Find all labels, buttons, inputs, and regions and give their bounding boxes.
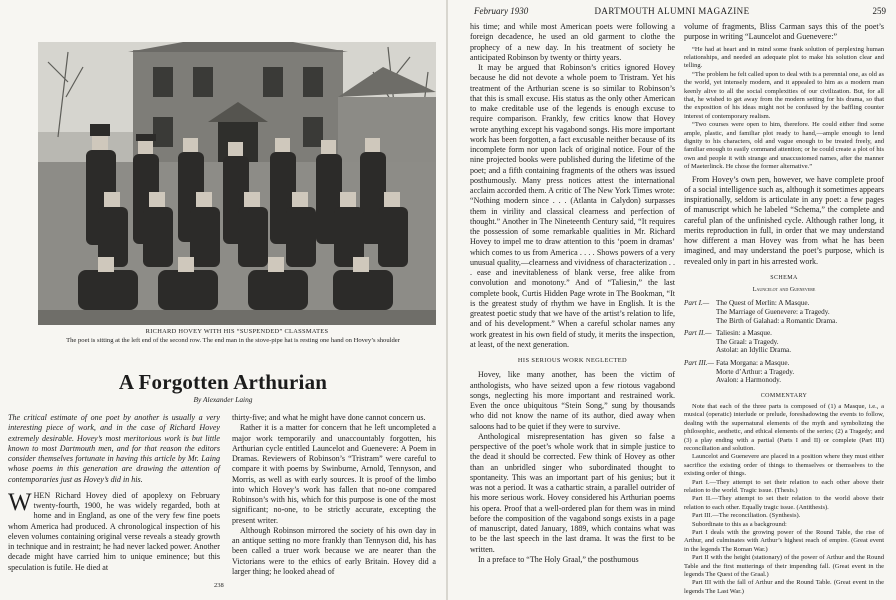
quote-paragraph: “He had at heart and in mind some frank solution of perplexing human relationships, and needed an adequate plot to make his solution clear and telling. bbox=[684, 45, 884, 70]
schema-title: SCHEMA bbox=[770, 274, 798, 281]
left-column-2 bbox=[232, 413, 436, 577]
commentary-paragraph: Note that each of the three parts is composed of (1) a Masque, i.e., a musical (operatic) interlude or prelude, foreshadowing the events to follow, dealing with the supernatural elements of the myth and symbolizing the philosophic, aesthetic, and ethical elements of the series; (2) a Tragedy; and (3) a play ending with a partial (Parts I and II) or complete (Part III) reconciliation and solution. bbox=[684, 402, 884, 452]
left-column-1 bbox=[8, 413, 220, 573]
commentary-paragraph: Part III.—The reconciliation. (Synthesis). bbox=[692, 512, 801, 520]
part-item: Fata Morgana: a Masque. bbox=[716, 358, 790, 367]
byline: By Alexander Laing bbox=[193, 395, 253, 404]
commentary-paragraph: Part I.—They attempt to set their relation to each other above their relation to the world. Tragic issue. (Thesis.) bbox=[684, 478, 884, 494]
right-column-2 bbox=[684, 22, 884, 596]
commentary-paragraph: Part III with the fall of Arthur and the Round Table. (Great event in the legends The Last War.) bbox=[684, 579, 884, 595]
commentary-paragraph: Launcelot and Guenevere are placed in a position where they must either sacrifice the existing order of things to themselves or themselves to the existing order of things. bbox=[684, 453, 884, 478]
paragraph: his time; and while most American poets were following a foreign decadence, he used an old garment to clothe the prophecy of a new day. In his treatment of society he anticipated Robinson by twenty or thirty years. bbox=[470, 22, 675, 62]
first-paragraph: WHEN Richard Hovey died of apoplexy on February twenty-fourth, 1900, he was widely regarded, both at home and in England, as one of the very few fine poets whom America had produced. A chronological inspection of his eleven volumes containing original verse reveals a steady growth in technique and in restraint; he had never lacked power. Another decade might have carried him to unique eminence; but this speculation is futile. He died at bbox=[8, 488, 220, 572]
part-items bbox=[716, 359, 884, 385]
part-item: Taliesin: a Masque. bbox=[716, 329, 772, 338]
paragraph: Rather it is a matter for concern that he left uncompleted a major work temporarily and unaccountably forgotten, his Arthurian cycle entitled Launcelot and Guenevere: A Poem in Dramas. Reviewers of Robinson’s “Tristram” were careful to compare it with poems by Swinburne, Arnold, Tennyson, and Morris, as well as with early sources. It is proof of the limbo into which Hovey’s work has fallen that no-one compared Robinson’s with his, which for this purpose is one of the most significant; no-one, to be strictly accurate, excepting the present writer. bbox=[232, 423, 436, 525]
part-item: The Marriage of Guenevere: a Tragedy. bbox=[716, 307, 830, 316]
group-photo-illustration bbox=[38, 42, 436, 325]
header-page-number: 259 bbox=[872, 6, 886, 16]
part-item: The Quest of Merlin: A Masque. bbox=[716, 299, 810, 308]
part-item: The Birth of Galahad: a Romantic Drama. bbox=[716, 316, 838, 325]
paragraph: thirty-five; and what he might have done cannot concern us. bbox=[232, 413, 426, 422]
paragraph: Hovey, like many another, has been the victim of anthologists, who have seized upon a few riotous vagabond songs, neglecting his more important and restrained work. Even the once ubiquitous “Stein Song,” sung by thousands who did not know the name of its author, died away when saloons had to be quiet if they were to survive. bbox=[470, 370, 675, 431]
part-items bbox=[716, 299, 884, 325]
paragraph: Anthological misrepresentation has given so false a perspective of the poet’s whole work that in simple justice to the dead it should be corrected. Few think of Hovey as other than an unbridled singer who subordinated thought to spontaneity. This was an important part of his genius; but it was not a period. It was a cathartic strain, a parallel outrider of his more serious work. Hovey considered his Arthurian poems his opera. Proof that a well-ordered plan for them was in mind before the composition of the vagabond songs exists in a page of manuscript, dated January, 1889, which contains what was to be the last speech in the last drama. It was the first to be written. bbox=[470, 431, 675, 554]
schema-part bbox=[684, 329, 884, 355]
header-month: February 1930 bbox=[474, 6, 529, 16]
photo-title: RICHARD HOVEY WITH HIS “SUSPENDED” CLASSMATES bbox=[145, 328, 329, 335]
article-title: A Forgotten Arthurian bbox=[118, 370, 328, 394]
part-item: Avalon: a Harmonody. bbox=[716, 376, 782, 385]
part-label: Part I.— bbox=[684, 299, 710, 308]
commentary-paragraph: Part II with the height (stationary) of the power of Arthur and the Round Table and the first mutterings of their impending fall. (Great event in the legends The Quest of the Graal.) bbox=[684, 554, 884, 579]
part-item: Astolat: an Idyllic Drama. bbox=[716, 346, 792, 355]
editor-intro: The critical estimate of one poet by another is usually a very interesting piece of work, and in the case of Richard Hovey extremely desirable. Hovey’s most meritorious work is but little known to most Dartmouth men, and for that reason the editors consider themselves fortunate in having this article by Mr. Laing whose poems in this generation are drawing the attention of contemporaries just as Hovey’s did in his. bbox=[8, 413, 220, 484]
drop-cap: W bbox=[8, 488, 32, 516]
commentary bbox=[684, 403, 884, 596]
commentary-title: COMMENTARY bbox=[760, 392, 808, 399]
right-column-1 bbox=[470, 22, 675, 565]
photo-description: The poet is sitting at the left end of the second row. The end man in the stove-pipe hat is resting one hand on Hovey’s shoulder bbox=[66, 337, 400, 344]
schema-part bbox=[684, 359, 884, 385]
part-items bbox=[716, 329, 884, 355]
part-label: Part III.— bbox=[684, 358, 714, 367]
schema-subtitle: Launcelot and Guenevere bbox=[752, 286, 816, 294]
paragraph: Although Robinson mirrored the society of his own day in an antique setting no more frankly than Tennyson did, his has been called a truer work because we are nearer than the Victorians were to the ethics of early Britain. Hovey did a larger thing; he looked ahead of bbox=[232, 525, 436, 576]
commentary-paragraph: Subordinate to this as a background: bbox=[692, 520, 787, 528]
right-page bbox=[448, 0, 896, 600]
running-header bbox=[448, 6, 896, 20]
part-item: Morte d’Arthur: a Tragedy. bbox=[716, 367, 795, 376]
carman-quote bbox=[684, 46, 884, 172]
commentary-paragraph: Part I deals with the growing power of the Round Table, the rise of Arthur, and culminates with Arthur’s highest reach of empire. (Great event in the legends The Roman War.) bbox=[684, 529, 884, 553]
quote-paragraph: “Two courses were open to him, therefore. He could either find some ample, plastic, and familiar plot ready to hand,—ample enough to lend dignity to his characters, old and vague enough to be treated freely, and familiar enough to easily command attention; or he could create a plot of his own and people it with strange and unaccustomed names, after the manner of Maeterlinck. He chose the former alternative.” bbox=[684, 121, 884, 171]
part-label: Part II.— bbox=[684, 329, 712, 338]
classmates-photo bbox=[38, 42, 436, 325]
paragraph: In a preface to “The Holy Graal,” the posthumous bbox=[478, 554, 639, 564]
folio: 238 bbox=[214, 582, 224, 589]
header-title: DARTMOUTH ALUMNI MAGAZINE bbox=[594, 6, 750, 16]
section-heading: HIS SERIOUS WORK NEGLECTED bbox=[517, 357, 628, 364]
paragraph: From Hovey’s own pen, however, we have complete proof of a social intelligence such as, although it sometimes appears inspirationally, seldom is articulate in any poet: a few pages of manuscript which he labeled “Schema,” the complete and careful plan of the unfinished cycle. Although rather long, it merits reproduction in full, in order that we may understand how different a man Hovey was from what he has been imagined, and may understand the poet’s purpose, which is revealed only in part in his arrested work. bbox=[684, 174, 884, 266]
left-page bbox=[0, 0, 446, 600]
quote-paragraph: “The problem he felt called upon to deal with is a perennial one, as old as the world, yet intensely modern, and it appealed to him as a modern man keenly alive to all the social complexities of our civilization. But, for all that, he wished to get away from the modern setting for his drama, so that the exposition of his ideas might not be confused by the baffling counter interest of contemporary realism. bbox=[684, 70, 884, 120]
part-item: The Graal: a Tragedy. bbox=[716, 337, 779, 346]
paragraph: volume of fragments, Bliss Carman says this of the poet’s purpose in writing “Launcelot and Guenevere:” bbox=[684, 22, 884, 42]
commentary-paragraph: Part II.—They attempt to set their relation to the world above their relation to each other. Equally tragic issue. (Antithesis). bbox=[684, 495, 884, 511]
schema-part bbox=[684, 299, 884, 325]
paragraph: It may be argued that Robinson’s critics ignored Hovey because he did not devote a whole poem to Tristram. Yet his treatment of the Arthurian scene is so similar to Robinson’s that this is small excuse. His status as the only other American to make creditable use of the legends is enough excuse to require comparison. Frankly, few critics know that Hovey wrote anything except his vagabond songs. His more important work has been forgotten, a fact excusable neither because of its incomplete form nor upon lack of original notice. Four of the nine projected books were published during the lifetime of the poet; and a fifth containing fragments of the others was issued posthumously. Many press notices attest the international acclaim accorded them. A critic of The New York Times wrote: “Nothing modern since . . . (Atlanta in Calydon) surpasses them in virility and classical clearness and perfection of thought.” Another in The Nineteenth Century said, “It requires the possession of some remarkable qualities in Mr. Richard Hovey to impel me to draw attention to this ‘poem in dramas’ which comes to us from America . . . . Shows powers of a very unusual quality,—clearness and vividness of characterization . . . ease and inevitableness of blank verse, free alike from convolution and monotony.” And of “Taliesin,” the last complete book, Curtis Hidden Page wrote in The Bookman, “It is the greatest study of rhythm we have in English. It is the greatest poetic study that we have of the artist’s relation to life, and of his development.” When a careful scholar names any work greatest in his own field of study, it merits the inspection, at least, of the next generation. bbox=[470, 63, 675, 349]
